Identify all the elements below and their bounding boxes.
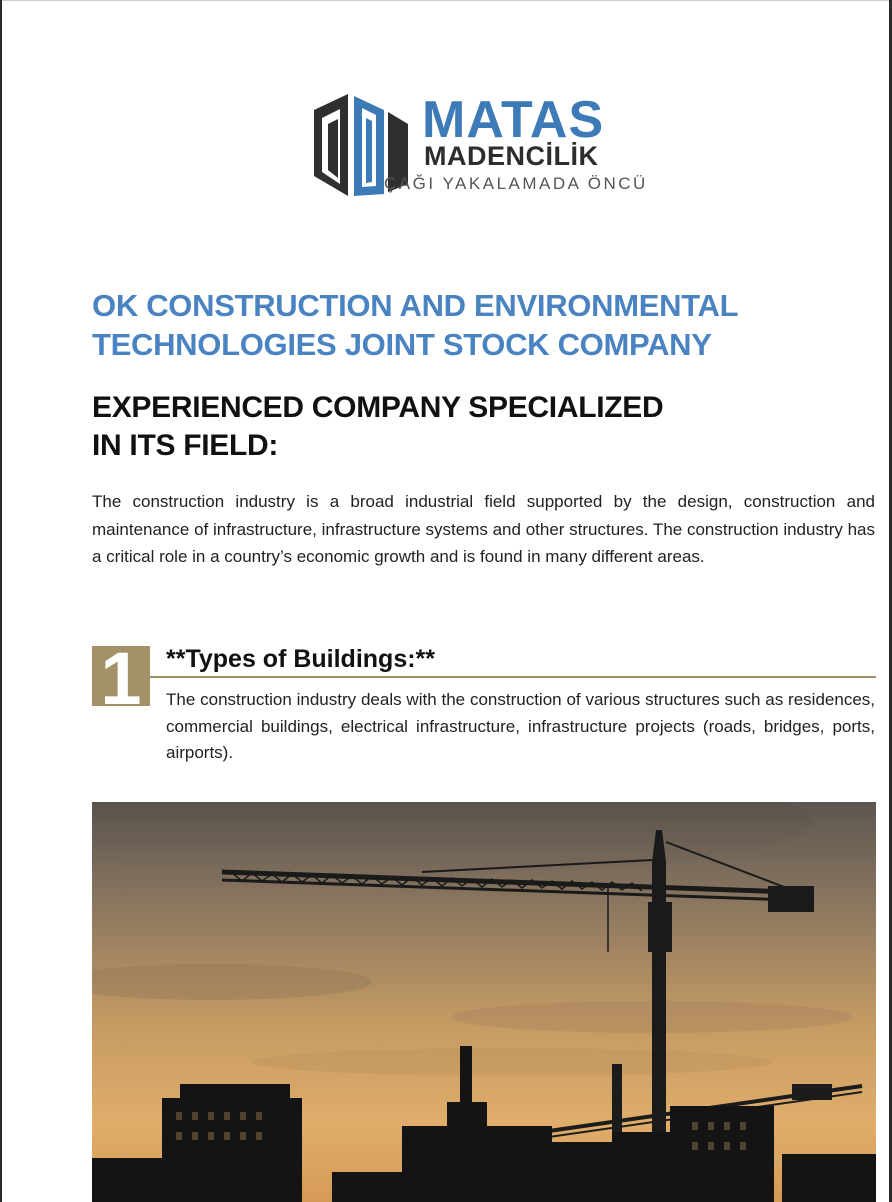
item-number-badge: 1 — [92, 646, 150, 706]
logo-wordmark: MATAS — [422, 91, 605, 149]
item-divider — [150, 676, 876, 678]
page-top-edge — [0, 0, 892, 1]
crane-sunset-illustration — [92, 802, 876, 1202]
company-title — [92, 286, 812, 364]
logo-subtitle: MADENCİLİK — [424, 141, 599, 171]
company-title-line-1: OK CONSTRUCTION AND ENVIRONMENTAL — [92, 288, 739, 323]
logo-tagline: ÇAĞI YAKALAMADA ÖNCÜ — [384, 174, 648, 193]
section-heading-line-2: IN ITS FIELD: — [92, 429, 279, 462]
item-title: **Types of Buildings:** — [166, 645, 436, 673]
construction-crane-photo — [92, 802, 876, 1202]
section-heading — [92, 389, 812, 465]
section-heading-line-1: EXPERIENCED COMPANY SPECIALIZED — [92, 391, 664, 424]
page-left-edge — [0, 0, 2, 1202]
company-logo — [310, 92, 670, 202]
intro-paragraph: The construction industry is a broad industrial field supported by the design, construction and maintenance of infrastructure, infrastructure systems and other structures. The construction industry has a critical role in a country’s economic growth and is found in many different areas. — [92, 492, 875, 566]
company-title-line-2: TECHNOLOGIES JOINT STOCK COMPANY — [92, 327, 712, 362]
item-description: The construction industry deals with the construction of various structures such as residences, commercial buildings, electrical infrastructure, infrastructure projects (roads, bridges, ports, airports). — [166, 690, 875, 762]
